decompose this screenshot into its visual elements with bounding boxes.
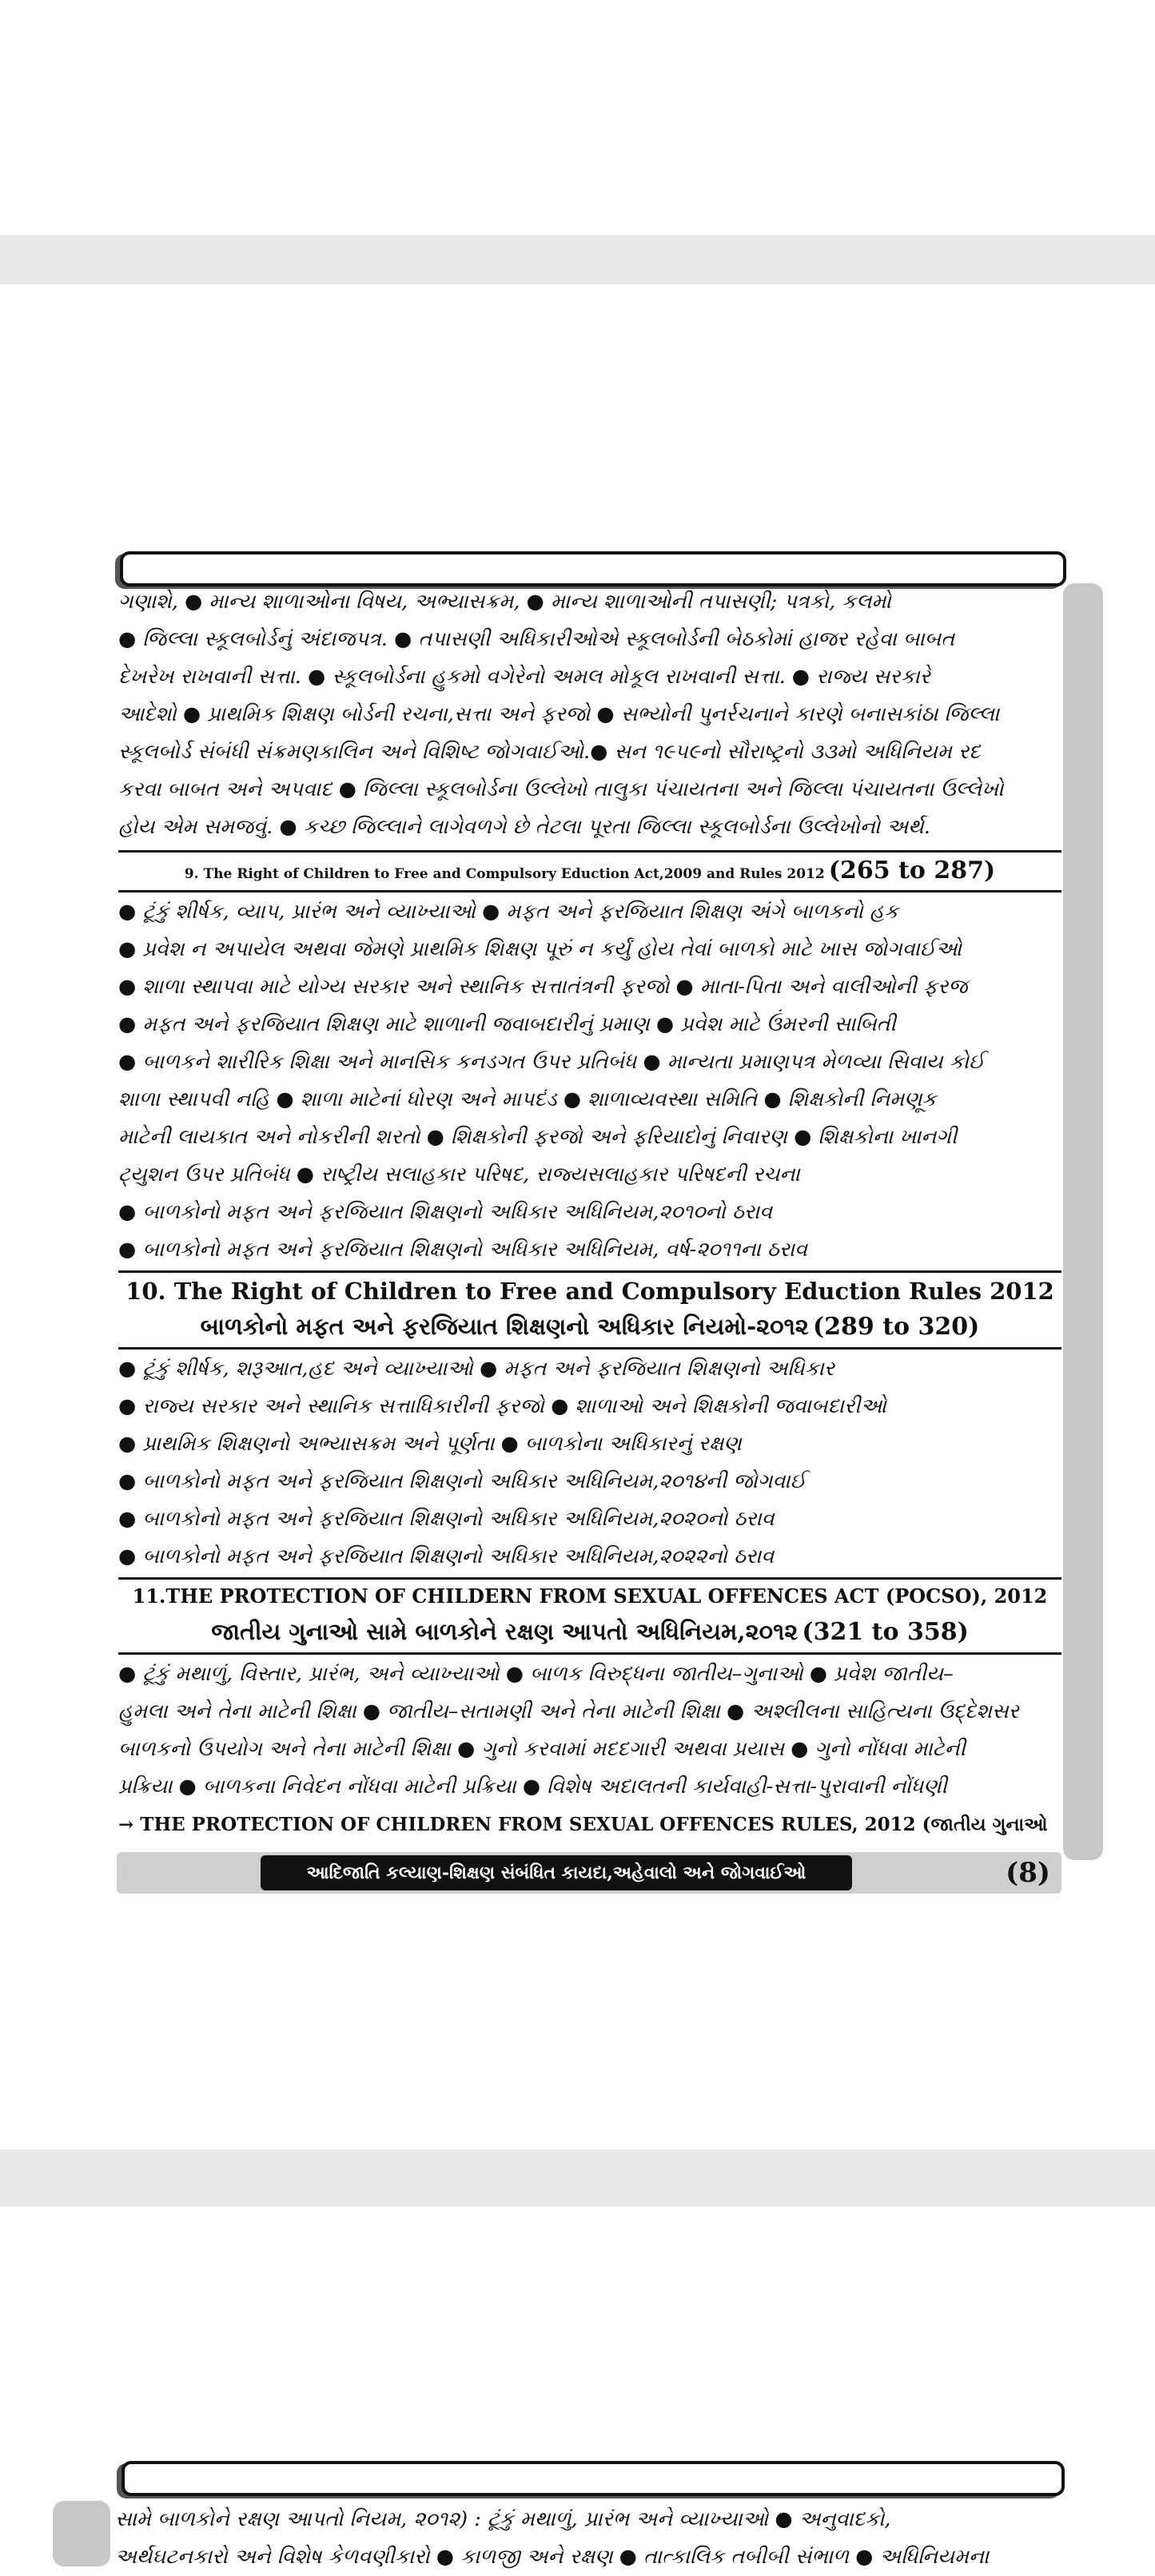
page-2-line: અર્થઘટનકારો અને વિશેષ કેળવણીકારો ● કાળજી અને રક્ષણ ● તાત્કાલિક તબીબી સંભાળ ● અધિનિયમના [115, 2545, 990, 2569]
section-11-rules-line: → THE PROTECTION OF CHILDREN FROM SEXUAL OFFENCES RULES, 2012 (જાતીય ગુનાઓ [118, 1814, 1048, 1835]
section-11-page-range: (321 to 358) [802, 1618, 969, 1646]
intro-line: કરવા બાબત અને અપવાદ ● જિલ્લા સ્કૂલબોર્ડના ઉલ્લેખો તાલુકા પંચાયતના અને જિલ્લા પંચાયતના ઉલ્લેખો [118, 777, 1004, 801]
section-9-item: શાળા સ્થાપવી નહિ ● શાળા માટેનાં ધોરણ અને માપદંડ ● શાળાવ્યવસ્થા સમિતિ ● શિક્ષકોની નિમણૂક [118, 1087, 937, 1111]
section-9-heading [118, 853, 1061, 892]
section-10-item: ● ટૂંકું શીર્ષક, શરૂઆત,હદ અને વ્યાખ્યાઓ ● મફત અને ફરજિયાત શિક્ષણનો અધિકાર [118, 1357, 835, 1381]
section-11-item: ● ટૂંકું મથાળું, વિસ્તાર, પ્રારંભ, અને વ્યાખ્યાઓ ● બાળક વિરુદ્ધના જાતીય–ગુનાઓ ● પ્રવેશ જાતીય– [118, 1662, 954, 1686]
page-scrollbar[interactable] [53, 2501, 110, 2566]
page-2-line: સામે બાળકોને રક્ષણ આપતો નિયમ, ૨૦૧૨) : ટૂંકું મથાળું, પ્રારંભ અને વ્યાખ્યાઓ ● અનુવાદકો, [115, 2507, 891, 2531]
header-rounded-box [120, 551, 1066, 586]
section-10-item: ● બાળકોનો મફત અને ફરજિયાત શિક્ષણનો અધિકાર અધિનિયમ,૨૦૨૨નો ઠરાવ [118, 1544, 775, 1568]
section-divider [118, 1652, 1061, 1655]
section-9-item: ● શાળા સ્થાપવા માટે યોગ્ય સરકાર અને સ્થાનિક સત્તાતંત્રની ફરજો ● માતા-પિતા અને વાલીઓની ફરજ [118, 975, 968, 999]
section-9-item: ● પ્રવેશ ન અપાયેલ અથવા જેમણે પ્રાથમિક શિક્ષણ પૂરું ન કર્યું હોય તેવાં બાળકો માટે ખાસ જોગવાઈઓ [118, 937, 962, 961]
intro-line: દેખરેખ રાખવાની સત્તા. ● સ્કૂલબોર્ડના હુકમો વગેરેનો અમલ મોકૂલ રાખવાની સત્તા. ● રાજ્ય સરકારે [118, 665, 930, 689]
section-divider [118, 890, 1061, 892]
section-divider [118, 1347, 1061, 1350]
section-divider [118, 1577, 1061, 1580]
section-divider [118, 850, 1061, 853]
footer-book-title: આદિજાતિ કલ્યાણ-શિક્ષણ સંબંધિત કાયદા,અહેવાલો અને જોગવાઈઓ [261, 1855, 852, 1890]
section-11-item: પ્રક્રિયા ● બાળકના નિવેદન નોંધવા માટેની પ્રક્રિયા ● વિશેષ અદાલતની કાર્યવાહી-સત્તા-પુરાવાની નોંધણી [118, 1775, 947, 1799]
section-10-item: ● બાળકોનો મફત અને ફરજિયાત શિક્ષણનો અધિકાર અધિનિયમ,૨૦૨૦નો ઠરાવ [118, 1507, 775, 1531]
section-9-item: ● બાળકોનો મફત અને ફરજિયાત શિક્ષણનો અધિકાર અધિનિયમ, વર્ષ-૨૦૧૧ના ઠરાવ [118, 1238, 808, 1262]
header-rounded-box [121, 2461, 1065, 2496]
viewer-gap-bottom [0, 2149, 1155, 2207]
section-10-title-gujarati: બાળકોનો મફત અને ફરજિયાત શિક્ષણનો અધિકાર નિયમો-૨૦૧૨ [200, 1313, 809, 1340]
page-scrollbar[interactable] [1063, 583, 1103, 1860]
section-9-item: ● બાળકને શારીરિક શિક્ષા અને માનસિક કનડગત ઉપર પ્રતિબંધ ● માન્યતા પ્રમાણપત્ર મેળવ્યા સિવાય કોઈ [118, 1050, 985, 1074]
section-10-item: ● રાજ્ય સરકાર અને સ્થાનિક સત્તાધિકારીની ફરજો ● શાળાઓ અને શિક્ષકોની જવાબદારીઓ [118, 1394, 886, 1418]
intro-line: ગણાશે, ● માન્ય શાળાઓના વિષય, અભ્યાસક્રમ, ● માન્ય શાળાઓની તપાસણી; પત્રકો, કલમો [118, 590, 891, 614]
section-9-item: માટેની લાયકાત અને નોકરીની શરતો ● શિક્ષકોની ફરજો અને ફરિયાદોનું નિવારણ ● શિક્ષકોના ખાનગી [118, 1125, 958, 1149]
section-10-subtitle [118, 1309, 1061, 1348]
intro-line: આદેશો ● પ્રાથમિક શિક્ષણ બોર્ડની રચના,સત્તા અને ફરજો ● સભ્યોની પુનર્રચનાને કારણે બનાસકાંઠા જિલ્લા [118, 702, 1000, 726]
section-10-item: ● બાળકોનો મફત અને ફરજિયાત શિક્ષણનો અધિકાર અધિનિયમ,૨૦૧૪ની જોગવાઈ [118, 1469, 807, 1493]
section-9-page-range: (265 to 287) [828, 857, 996, 885]
section-11-subtitle [118, 1614, 1061, 1653]
section-9-item: ટ્યુશન ઉપર પ્રતિબંધ ● રાષ્ટ્રીય સલાહકાર પરિષદ, રાજ્યસલાહકાર પરિષદની રચના [118, 1163, 800, 1187]
section-divider [118, 1270, 1061, 1273]
intro-line: ● જિલ્લા સ્કૂલબોર્ડનું અંદાજપત્ર. ● તપાસણી અધિકારીઓએ સ્કૂલબોર્ડની બેઠકોમાં હાજર રહેવા બાબત [118, 627, 955, 651]
document-page [112, 551, 1071, 1902]
section-11-item: હુમલા અને તેના માટેની શિક્ષા ● જાતીય–સતામણી અને તેના માટેની શિક્ષા ● અશ્લીલના સાહિત્યના ઉદ્દેશસર [118, 1699, 1019, 1723]
section-9-item: ● મફત અને ફરજિયાત શિક્ષણ માટે શાળાની જવાબદારીનું પ્રમાણ ● પ્રવેશ માટે ઉંમરની સાબિતી [118, 1012, 896, 1036]
page-number: (8) [1006, 1857, 1050, 1889]
page-footer [117, 1852, 1061, 1894]
section-11-title: 11.THE PROTECTION OF CHILDERN FROM SEXUAL OFFENCES ACT (POCSO), 2012 [132, 1584, 1048, 1608]
section-9-title: 9. The Right of Children to Free and Compulsory Eduction Act,2009 and Rules 2012 [184, 866, 825, 882]
intro-line: સ્કૂલબોર્ડ સંબંધી સંક્રમણકાલિન અને વિશિષ્ટ જોગવાઈઓ.● સન ૧૯૫૯નો સૌરાષ્ટ્રનો ૩૩મો અધિનિયમ રદ [118, 740, 981, 764]
document-page-next [48, 2461, 1087, 2569]
section-10-title: 10. The Right of Children to Free and Compulsory Eduction Rules 2012 [125, 1278, 1054, 1305]
section-9-item: ● ટૂંકું શીર્ષક, વ્યાપ, પ્રારંભ અને વ્યાખ્યાઓ ● મફત અને ફરજિયાત શિક્ષણ અંગે બાળકનો હક [118, 900, 899, 924]
section-11-title-gujarati: જાતીય ગુનાઓ સામે બાળકોને રક્ષણ આપતો અધિનિયમ,૨૦૧૨ [211, 1618, 799, 1645]
section-10-page-range: (289 to 320) [812, 1313, 980, 1341]
section-9-item: ● બાળકોનો મફત અને ફરજિયાત શિક્ષણનો અધિકાર અધિનિયમ,૨૦૧૦નો ઠરાવ [118, 1200, 773, 1224]
intro-line: હોય એમ સમજવું. ● કચ્છ જિલ્લાને લાગેવળગે છે તેટલા પૂરતા જિલ્લા સ્કૂલબોર્ડના ઉલ્લેખોનો અર્થ. [118, 815, 930, 839]
section-10-item: ● પ્રાથમિક શિક્ષણનો અભ્યાસક્રમ અને પૂર્ણતા ● બાળકોના અધિકારનું રક્ષણ [118, 1432, 742, 1456]
section-11-item: બાળકનો ઉપયોગ અને તેના માટેની શિક્ષા ● ગુનો કરવામાં મદદગારી અથવા પ્રયાસ ● ગુનો નોંધવા માટેની [118, 1737, 966, 1761]
viewer-gap-top [0, 235, 1155, 284]
